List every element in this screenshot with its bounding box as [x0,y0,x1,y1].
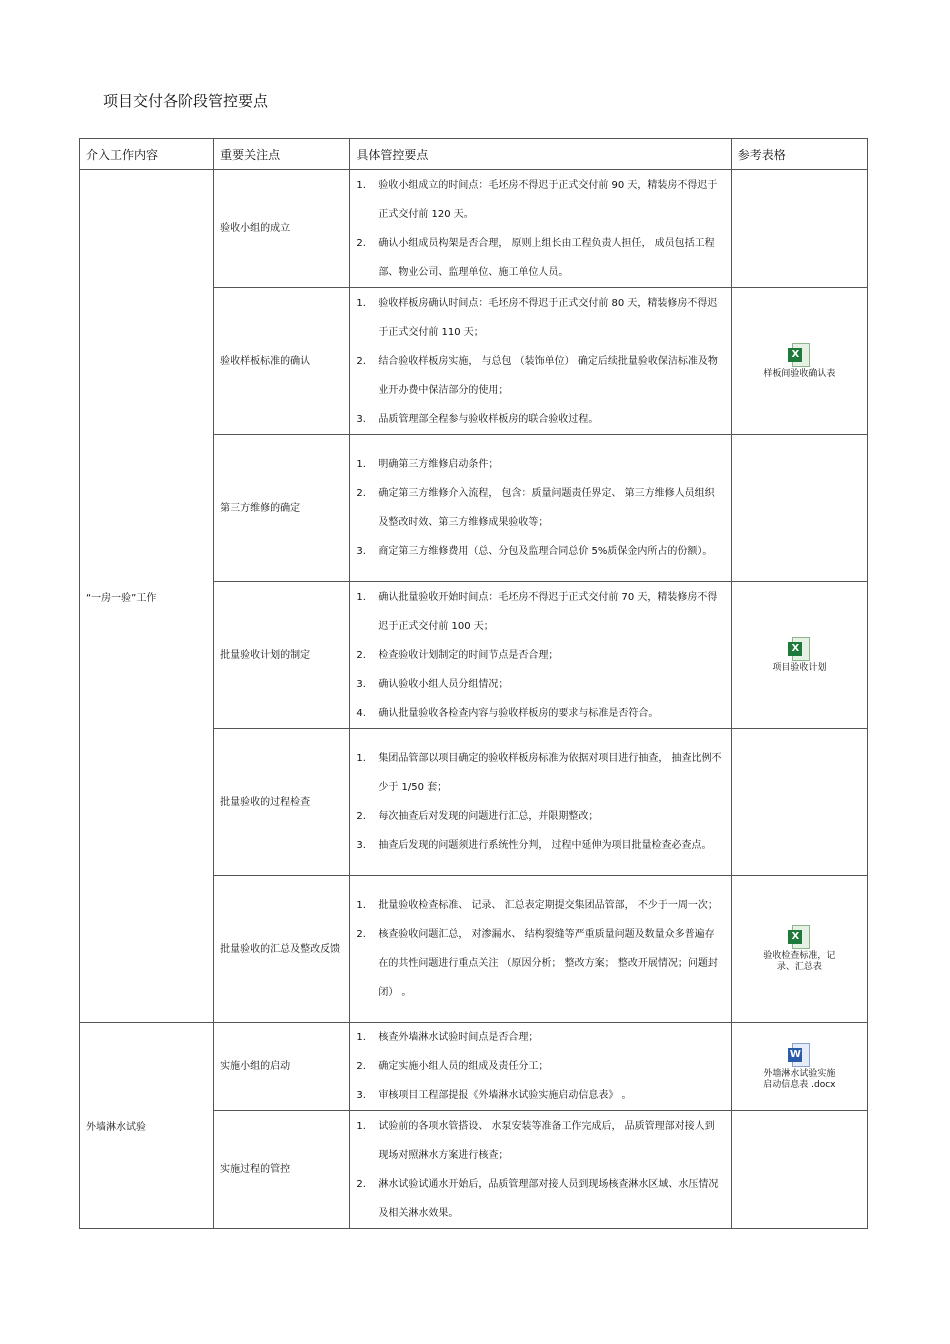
control-point-item [356,670,722,699]
point-text: 检查验收计划制定的时间节点是否合理； [378,649,559,661]
point-text: 审核项目工程部提报《外墙淋水试验实施启动信息表》 。 [378,1090,632,1101]
attachment-file[interactable] [759,1043,839,1091]
attachment-label: 项目验收计划 [772,662,827,673]
point-text: 验收小组成立的时间点：毛坯房不得迟于正式交付前 90 天，精装房不得迟于正式交付前 120 天。 [378,179,718,220]
point-text: 批量验收检查标准、 记录、 汇总表定期提交集团品管部， 不少于一周一次； [378,900,718,911]
attachment-file[interactable] [759,925,839,973]
control-point-item [356,1112,722,1170]
point-text: 淋水试验试通水开始后，品质管理部对接人员到现场核查淋水区域、水压情况及相关淋水效果。 [378,1178,719,1219]
point-text: 试验前的各项水管搭设、 水泵安装等准备工作完成后， 品质管理部对接人到现场对照淋水方案进行核查； [378,1120,715,1161]
point-text: 商定第三方维修费用（总、分包及监理合同总价 5%质保金内所占的份额）。 [378,546,713,557]
control-point-item [356,479,722,537]
attachment-file[interactable] [772,637,826,674]
point-text: 抽查后发现的问题须进行系统性分判， 过程中延伸为项目批量检查必查点。 [378,840,712,851]
point-number: 1. [356,459,366,470]
control-point-item [356,1081,722,1110]
control-points [350,435,731,582]
excel-icon: X [788,925,810,949]
attachment-label: 验收检查标准，记录、汇总表 [763,951,836,972]
control-point-item [356,583,722,641]
table-row [80,170,868,288]
reference-form [731,729,867,876]
point-text: 确认验收小组人员分组情况； [378,678,509,690]
point-number: 2. [356,811,366,822]
header-control-points: 具体管控要点 [350,139,731,170]
control-points [350,729,731,876]
control-points [350,582,731,729]
control-point-item [356,744,722,802]
point-number: 1. [356,753,366,764]
point-number: 1. [356,297,366,309]
point-number: 1. [356,900,366,911]
section-name: 外墙淋水试验 [80,1023,214,1229]
point-number: 3. [356,546,366,557]
focus-point: 批量验收的汇总及整改反馈 [214,876,350,1023]
control-points [350,1111,731,1229]
page-title: 项目交付各阶段管控要点 [103,92,269,110]
control-point-item [356,405,722,434]
point-text: 核查验收问题汇总， 对渗漏水、 结构裂缝等严重质量问题及数量众多普遍存在的共性问题进行重点关注 （原因分析； 整改方案； 整改开展情况；问题封闭） 。 [378,929,718,998]
point-text: 确定实施小组人员的组成及责任分工； [378,1061,549,1072]
control-point-item [356,537,722,566]
focus-point: 第三方维修的确定 [214,435,350,582]
control-point-item [356,450,722,479]
header-focus: 重要关注点 [214,139,350,170]
point-text: 集团品管部以项目确定的验收样板房标准为依据对项目进行抽查， 抽查比例不少于 1/50 套； [378,753,722,793]
point-text: 每次抽查后对发现的问题进行汇总，并限期整改； [378,811,599,822]
control-point-item [356,920,722,1007]
point-text: 明确第三方维修启动条件； [378,459,499,470]
point-number: 2. [356,1178,366,1190]
control-point-item [356,699,722,728]
reference-form [731,1111,867,1229]
point-text: 确认小组成员构架是否合理， 原则上组长由工程负责人担任， 成员包括工程部、物业公司、监理单位、施工单位人员。 [378,237,715,278]
table-body [80,170,868,1229]
control-points [350,170,731,288]
point-number: 3. [356,678,366,690]
point-number: 2. [356,929,366,940]
attachment-label: 外墙淋水试验实施启动信息表 .docx [763,1068,836,1090]
reference-form [731,170,867,288]
control-points [350,1023,731,1111]
control-point-item [356,229,722,287]
control-point-item [356,1170,722,1228]
control-point-item [356,831,722,860]
point-text: 品质管理部全程参与验收样板房的联合验收过程。 [378,413,599,425]
focus-point: 批量验收计划的制定 [214,582,350,729]
focus-point: 验收样板标准的确认 [214,288,350,435]
point-number: 2. [356,355,366,367]
header-work-content: 介入工作内容 [80,139,214,170]
table-header-row [80,139,868,170]
point-text: 结合验收样板房实施， 与总包 （装饰单位） 确定后续批量验收保洁标准及物业开办费中保洁部分的使用； [378,355,718,396]
point-number: 2. [356,237,366,249]
control-point-item [356,641,722,670]
point-text: 确认批量验收开始时间点：毛坯房不得迟于正式交付前 70 天，精装修房不得迟于正式交付前 100 天； [378,591,718,632]
excel-icon: X [788,343,810,367]
point-text: 确认批量验收各检查内容与验收样板房的要求与标准是否符合。 [378,707,659,719]
point-text: 核查外墙淋水试验时间点是否合理； [378,1032,539,1043]
control-points [350,876,731,1023]
control-points [350,288,731,435]
point-number: 2. [356,488,366,499]
point-number: 1. [356,1032,366,1043]
point-number: 3. [356,413,366,425]
reference-form [731,876,867,1023]
control-points-table [79,138,868,1229]
point-number: 3. [356,840,366,851]
control-point-item [356,1052,722,1081]
table-row [80,1023,868,1111]
word-icon: W [788,1043,810,1067]
attachment-file[interactable] [763,343,835,380]
control-point-item [356,171,722,229]
point-text: 验收样板房确认时间点：毛坯房不得迟于正式交付前 80 天，精装修房不得迟于正式交付前 110 天； [378,297,718,338]
focus-point: 实施小组的启动 [214,1023,350,1111]
reference-form [731,435,867,582]
control-point-item [356,891,722,920]
reference-form [731,1023,867,1111]
point-number: 1. [356,179,366,191]
focus-point: 实施过程的管控 [214,1111,350,1229]
focus-point: 批量验收的过程检查 [214,729,350,876]
reference-form [731,288,867,435]
point-number: 1. [356,1120,366,1132]
focus-point: 验收小组的成立 [214,170,350,288]
point-number: 1. [356,591,366,603]
control-point-item [356,802,722,831]
excel-icon: X [788,637,810,661]
reference-form [731,582,867,729]
control-point-item [356,347,722,405]
point-number: 2. [356,649,366,661]
attachment-label: 样板间验收确认表 [763,368,836,379]
control-point-item [356,289,722,347]
section-name: “一房一验”工作 [80,170,214,1023]
point-number: 3. [356,1090,366,1101]
control-point-item [356,1023,722,1052]
point-text: 确定第三方维修介入流程， 包含：质量问题责任界定、 第三方维修人员组织及整改时效、第三方维修成果验收等； [378,488,715,528]
header-reference-form: 参考表格 [731,139,867,170]
point-number: 4. [356,707,366,719]
point-number: 2. [356,1061,366,1072]
